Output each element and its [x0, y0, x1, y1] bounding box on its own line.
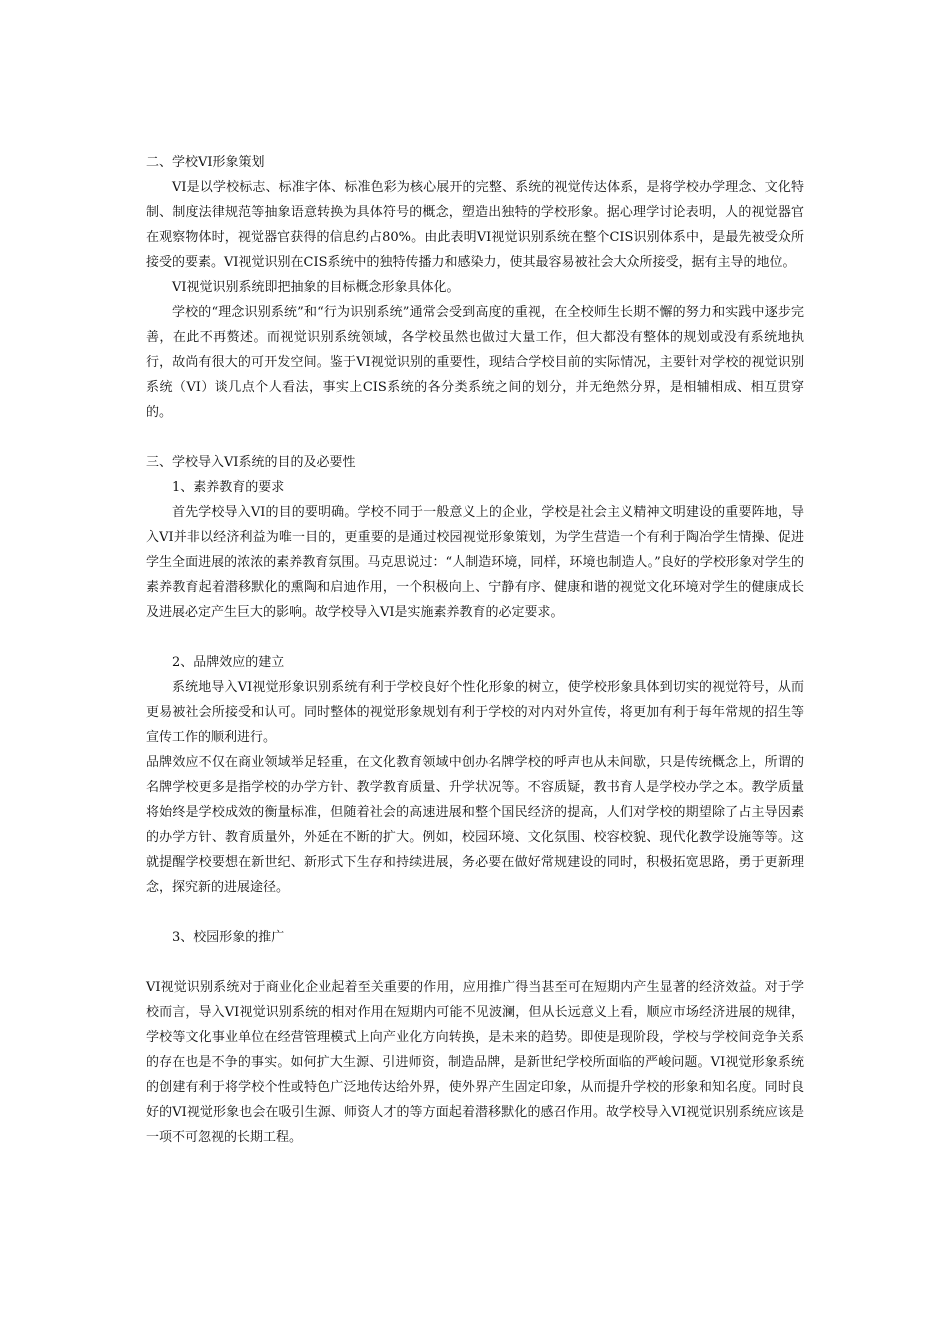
spacer — [146, 950, 804, 975]
subsection-2-paragraph-1: 系统地导入VI视觉形象识别系统有利于学校良好个性化形象的树立，使学校形象具体到切实的视觉符号，从而更易被社会所接受和认可。同时整体的视觉形象规划有利于学校的对内对外宣传，将更加有利于每年常规的招生等宣传工作的顺利进行。 — [146, 680, 804, 745]
subsection-1-heading: 1、素养教育的要求 — [172, 480, 285, 495]
subsection-3-heading: 3、校园形象的推广 — [172, 930, 285, 945]
spacer — [146, 425, 804, 450]
subsection-1-paragraph: 首先学校导入VI的目的要明确。学校不同于一般意义上的企业，学校是社会主义精神文明建设的重要阵地，导入VI并非以经济利益为唯一目的，更重要的是通过校园视觉形象策划，为学生营造一个有利于陶冶学生情操、促进学生全面进展的浓浓的素养教育氛围。马克思说过：“人制造环境，同样，环境也制造人。”良好的学校形象对学生的素养教育起着潜移默化的熏陶和启迪作用，一个积极向上、宁静有序、健康和谐的视觉文化环境对学生的健康成长及进展必定产生巨大的影响。故学校导入VI是实施素养教育的必定要求。 — [146, 505, 804, 620]
section-2-heading: 二、学校VI形象策划 — [146, 155, 265, 170]
subsection-2-paragraph-2: 品牌效应不仅在商业领域举足轻重，在文化教育领域中创办名牌学校的呼声也从未间歇，只是传统概念上，所谓的名牌学校更多是指学校的办学方针、教学教育质量、升学状况等。不容质疑，教书育人是学校办学之本。教学质量将始终是学校成效的衡量标准，但随着社会的高速进展和整个国民经济的提高，人们对学校的期望除了占主导因素的办学方针、教育质量外，外延在不断的扩大。例如，校园环境、文化氛围、校容校貌、现代化教学设施等等。这就提醒学校要想在新世纪、新形式下生存和持续进展，务必要在做好常规建设的同时，积极拓宽思路，勇于更新理念，探究新的进展途径。 — [146, 755, 804, 895]
section-2-paragraph-1: VI是以学校标志、标准字体、标准色彩为核心展开的完整、系统的视觉传达体系，是将学校办学理念、文化特制、制度法律规范等抽象语意转换为具体符号的概念，塑造出独特的学校形象。据心理学讨论表明，人的视觉器官在观察物体时，视觉器官获得的信息约占80%。由此表明VI视觉识别系统在整个CIS识别体系中，是最先被受众所接受的要素。VI视觉识别在CIS系统中的独特传播力和感染力，使其最容易被社会大众所接受，据有主导的地位。 — [146, 180, 804, 270]
spacer — [146, 625, 804, 650]
subsection-2-heading: 2、品牌效应的建立 — [172, 655, 285, 670]
section-2-paragraph-3: 学校的“理念识别系统”和“行为识别系统”通常会受到高度的重视，在全校师生长期不懈的努力和实践中逐步完善，在此不再赘述。而视觉识别系统领域，各学校虽然也做过大量工作，但大都没有整体的规划或没有系统地执行，故尚有很大的可开发空间。鉴于VI视觉识别的重要性，现结合学校目前的实际情况，主要针对学校的视觉识别系统（VI）谈几点个人看法，事实上CIS系统的各分类系统之间的划分，并无绝然分界，是相辅相成、相互贯穿的。 — [146, 305, 804, 420]
section-3-heading: 三、学校导入VI系统的目的及必要性 — [146, 455, 356, 470]
subsection-3-paragraph: VI视觉识别系统对于商业化企业起着至关重要的作用，应用推广得当甚至可在短期内产生显著的经济效益。对于学校而言，导入VI视觉识别系统的相对作用在短期内可能不见波澜，但从长远意义上看，顺应市场经济进展的规律，学校等文化事业单位在经营管理模式上向产业化方向转换，是未来的趋势。即使是现阶段，学校与学校间竞争关系的存在也是不争的事实。如何扩大生源、引进师资，制造品牌，是新世纪学校所面临的严峻问题。VI视觉形象系统的创建有利于将学校个性或特色广泛地传达给外界，使外界产生固定印象，从而提升学校的形象和知名度。同时良好的VI视觉形象也会在吸引生源、师资人才的等方面起着潜移默化的感召作用。故学校导入VI视觉识别系统应该是一项不可忽视的长期工程。 — [146, 980, 804, 1145]
document-page — [146, 150, 804, 1150]
spacer — [146, 900, 804, 925]
section-2-paragraph-2: VI视觉识别系统即把抽象的目标概念形象具体化。 — [172, 280, 460, 295]
